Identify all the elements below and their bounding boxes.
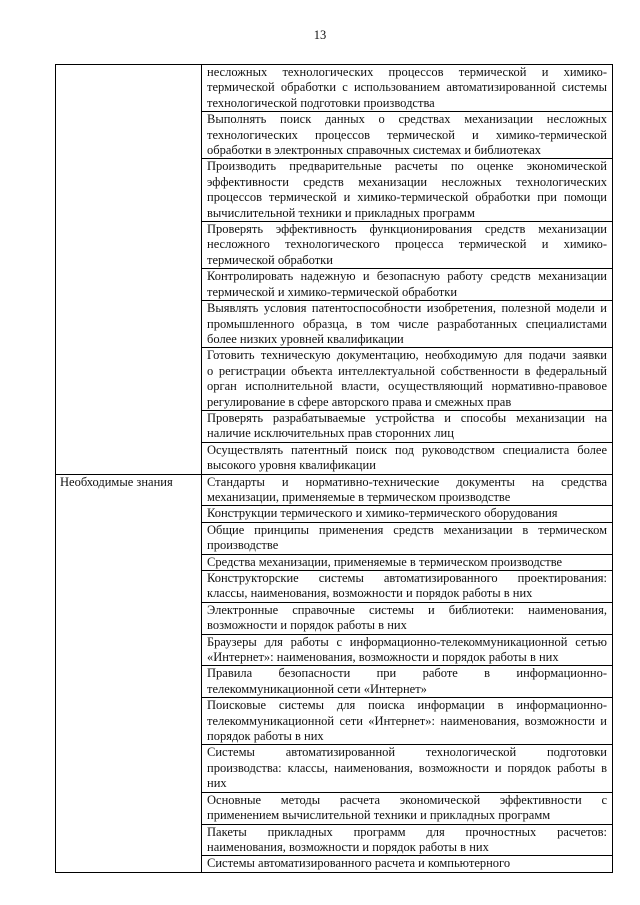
requirement-text-line: Правила безопасности при работе в информационно- [207, 666, 607, 681]
requirement-cell [202, 571, 613, 603]
requirement-text-line: применением вычислительной техники и прикладных программ [207, 808, 551, 823]
requirements-table [55, 64, 613, 873]
requirement-cell [202, 634, 613, 666]
table-row [56, 65, 613, 112]
requirement-text-line: термической обработки [207, 252, 333, 267]
requirement-cell [202, 792, 613, 824]
requirement-text-line: процессов термической и химико-термической обработки при помощи [207, 190, 607, 205]
requirement-text-line: технологических процессов термической и химико-термической [207, 127, 607, 142]
requirement-cell [202, 745, 613, 792]
requirement-text-line: орган исполнительной власти, осуществляющий нормативно-правовое [207, 379, 607, 394]
requirement-cell [202, 666, 613, 698]
table-row [56, 474, 613, 506]
requirement-text-line: Средства механизации, применяемые в термическом производстве [207, 554, 563, 569]
requirement-text-line: наименования, возможности и порядок работы в них [207, 839, 489, 854]
requirement-text-line: производства: классы, наименования, возможности и порядок работы в [207, 760, 607, 775]
requirement-text-line: Выявлять условия патентоспособности изобретения, полезной модели и [207, 301, 607, 316]
requirement-cell [202, 159, 613, 222]
requirement-text-line: вычислительной техники и прикладных программ [207, 205, 475, 220]
requirement-text-line: Основные методы расчета экономической эффективности с [207, 792, 607, 807]
requirement-text-line: технологической подготовки производства [207, 95, 435, 110]
requirement-cell [202, 222, 613, 269]
requirement-text-line: Общие принципы применения средств механизации в термическом [207, 522, 607, 537]
section-label-cell [56, 474, 202, 872]
requirement-text-line: Пакеты прикладных программ для прочностных расчетов: [207, 824, 607, 839]
requirement-cell [202, 522, 613, 554]
requirement-text-line: Проверять разрабатываемые устройства и способы механизации на [207, 410, 607, 425]
requirement-cell [202, 856, 613, 872]
requirement-text-line: Конструкции термического и химико-термического оборудования [207, 506, 558, 521]
requirement-cell [202, 112, 613, 159]
requirement-text-line: телекоммуникационной сети «Интернет»: наименования, возможности и [207, 713, 607, 728]
requirement-text-line: Контролировать надежную и безопасную работу средств механизации [207, 269, 607, 284]
section-label-cell-empty [56, 65, 202, 475]
requirement-text-line: классы, наименования, возможности и порядок работы в них [207, 586, 533, 601]
requirement-cell [202, 506, 613, 522]
requirement-cell [202, 442, 613, 474]
requirement-cell [202, 824, 613, 856]
requirement-cell [202, 602, 613, 634]
requirement-text-line: Конструкторские системы автоматизированного проектирования: [207, 571, 607, 585]
requirement-text-line: Поисковые системы для поиска информации в информационно- [207, 698, 607, 713]
requirement-text-line: механизации, применяемые в термическом производстве [207, 489, 511, 504]
requirement-cell [202, 698, 613, 745]
requirement-text-line: Системы автоматизированного расчета и компьютерного [207, 856, 511, 871]
requirement-text-line: производстве [207, 538, 279, 553]
requirement-text-line: термической обработки с использованием автоматизированной системы [207, 80, 607, 95]
requirement-text-line: регулирование в сфере авторского права и смежных прав [207, 394, 512, 409]
requirement-text-line: термической и химико-термической обработки [207, 284, 458, 299]
requirement-text-line: промышленного образца, в том числе разработанных специалистами [207, 316, 607, 331]
requirement-cell [202, 410, 613, 442]
page-number: 13 [313, 28, 327, 42]
requirement-text-line: Производить предварительные расчеты по оценке экономической [207, 159, 607, 174]
section-label: Необходимые знания [60, 474, 173, 489]
requirement-text-line: наличие исключительных прав сторонних лиц [207, 426, 454, 441]
requirement-text-line: Проверять эффективность функционирования средств механизации [207, 222, 607, 237]
requirement-cell [202, 65, 613, 112]
requirement-text-line: Осуществлять патентный поиск под руководством специалиста более [207, 442, 607, 457]
requirement-text-line: несложного технологического процесса термической и химико- [207, 237, 607, 252]
requirement-text-line: обработки в электронных справочных системах и библиотеках [207, 143, 542, 158]
requirement-text-line: эффективности средств механизации несложных технологических [207, 174, 607, 189]
requirement-text-line: несложных технологических процессов термической и химико- [207, 65, 607, 79]
requirement-text-line: Системы автоматизированной технологической подготовки [207, 745, 607, 760]
requirement-text-line: порядок работы в них [207, 729, 324, 744]
requirement-text-line: высокого уровня квалификации [207, 458, 376, 473]
requirement-text-line: Выполнять поиск данных о средствах механизации несложных [207, 112, 607, 127]
requirement-cell [202, 269, 613, 301]
requirement-text-line: возможности и порядок работы в них [207, 618, 407, 633]
requirement-text-line: Браузеры для работы с информационно-телекоммуникационной сетью [207, 634, 607, 649]
requirement-text-line: «Интернет»: наименования, возможности и порядок работы в них [207, 650, 559, 665]
requirement-text-line: телекоммуникационной сети «Интернет» [207, 681, 427, 696]
requirement-cell [202, 348, 613, 411]
requirement-text-line: Готовить техническую документацию, необходимую для подачи заявки [207, 348, 607, 363]
requirement-text-line: Стандарты и нормативно-технические документы на средства [207, 474, 607, 489]
requirement-text-line: них [207, 776, 227, 791]
requirement-text-line: Электронные справочные системы и библиотеки: наименования, [207, 602, 607, 617]
requirement-text-line: более низких уровней квалификации [207, 331, 404, 346]
requirement-cell [202, 474, 613, 506]
requirement-text-line: о регистрации объекта интеллектуальной собственности в федеральный [207, 363, 607, 378]
requirement-cell [202, 301, 613, 348]
requirement-cell [202, 554, 613, 570]
